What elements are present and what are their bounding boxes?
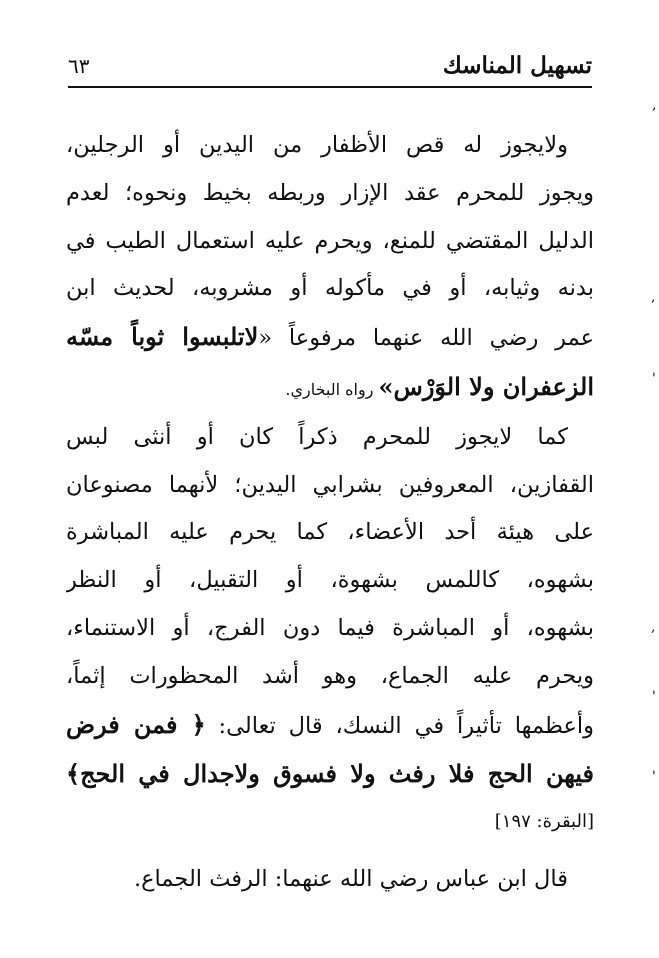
text-line: ويحرم عليه الجماع، وهو أشد المحظورات إثماً، [66,662,594,689]
margin-mark: ' [652,769,656,785]
quran-verse-line: فيهن الحج فلا رفث ولا فسوق ولاجدال في الحج﴾ [66,759,594,789]
page-body [66,122,594,904]
margin-mark: , [652,97,657,113]
text-line: على هيئة أحد الأعضاء، كما يحرم عليه المباشرة [66,519,594,546]
text-line: ولايجوز له قص الأظفار من اليدين أو الرجلين، [66,132,568,158]
text-line [66,313,594,363]
text-line [66,363,594,414]
page-number: ٦٣ [68,54,90,78]
hadith-quote: لاتلبسوا ثوباً مسّه [66,322,259,352]
text-line: بشهوه، أو المباشرة فيما دون الفرج، أو الاستنماء، [66,614,594,641]
margin-mark: , [651,289,656,305]
margin-mark: ' [652,371,656,387]
text-line: ويجوز للمحرم عقد الإزار وربطه بخيط ونحوه؛ لعدم [66,179,594,206]
text-run: وأعظمها تأثيراً في النسك، قال تعالى: [205,712,594,739]
text-line [66,701,594,751]
margin-mark: , [651,619,656,635]
quran-verse: ﴿ فمن فرض [66,709,206,739]
text-line: كما لايجوز للمحرم ذكراً كان أو أنثى لبس [66,423,568,450]
text-line: بشهوه، كاللمس بشهوة، أو التقبيل، أو النظر [66,567,594,594]
text-line: بدنه وثيابه، أو في مأكوله أو مشروبه، لحديث ابن [66,275,594,302]
text-line: القفازين، المعروفين بشرابي اليدين؛ لأنهما مصنوعان [66,471,594,498]
hadith-quote-end: الزعفران ولا الوَرْس» [378,371,594,401]
text-line: الدليل المقتضي للمنع، ويحرم عليه استعمال الطيب في [66,227,594,254]
text-run: عمر رضي الله عنهما مرفوعاً « [258,325,594,352]
hadith-source: رواه البخاري. [285,379,379,399]
verse-reference: [البقرة: ١٩٧] [494,811,594,833]
text-line: قال ابن عباس رضي الله عنهما: الرفث الجماع. [133,865,568,892]
margin-mark: ' [652,689,656,705]
book-title: تسهيل المناسك [442,52,592,79]
page-header [68,50,592,88]
